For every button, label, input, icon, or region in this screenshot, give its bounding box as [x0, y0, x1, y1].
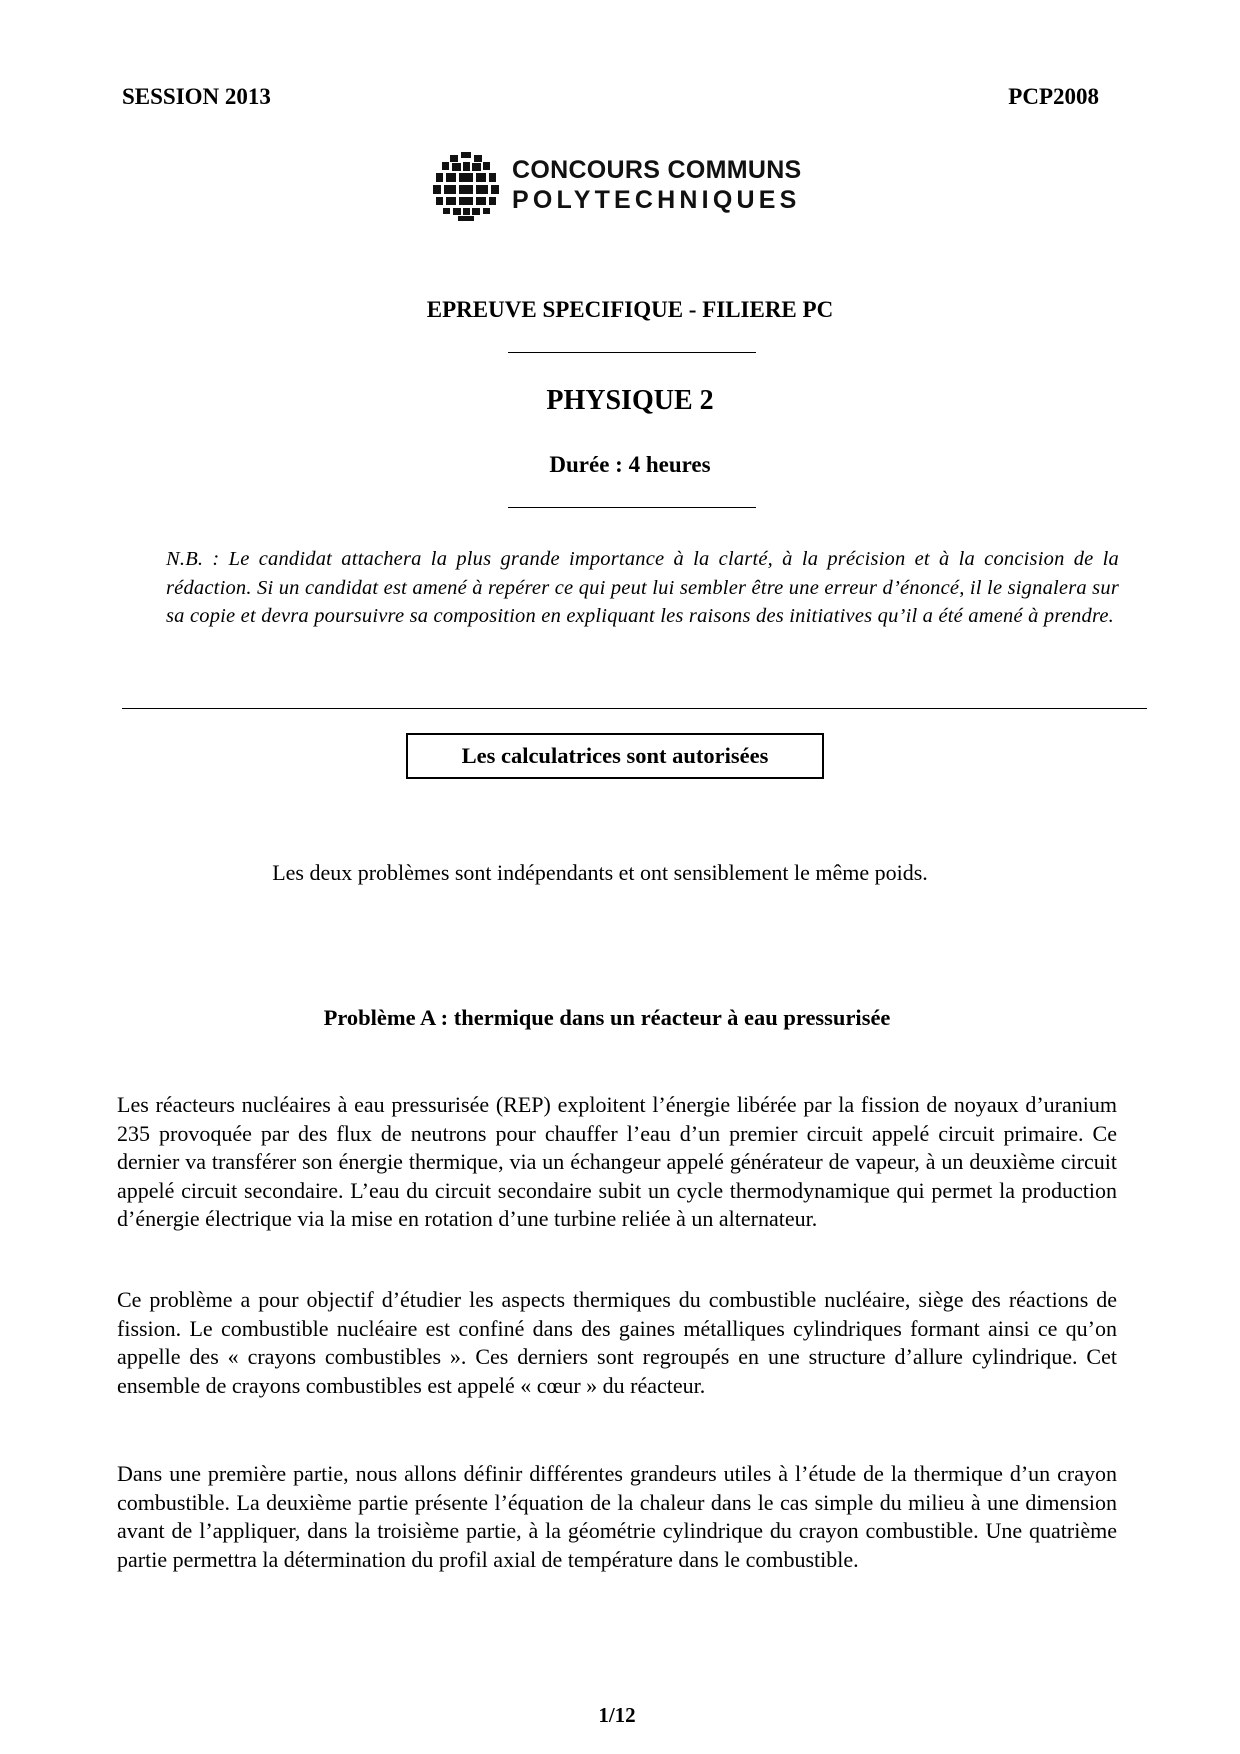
session-label: SESSION 2013 — [122, 84, 271, 109]
logo-globe-icon — [430, 150, 502, 222]
calculators-notice: Les calculatrices sont autorisées — [406, 733, 824, 779]
paragraph: Ce problème a pour objectif d’étudier les aspects thermiques du combustible nucléaire, siège des réactions de fission. Le combustible nucléaire est confiné dans des gaines métalliques cylindriques formant ainsi ce qu’on appelle des « crayons combustibles ». Ces derniers sont regroupés en une structure d’allure cylindrique. Cet ensemble de crayons combustibles est appelé « cœur » du réacteur. — [117, 1287, 1117, 1398]
problems-intro: Les deux problèmes sont indépendants et ont sensiblement le même poids. — [272, 860, 928, 885]
problem-a-title: Problème A : thermique dans un réacteur à eau pressurisée — [323, 1005, 891, 1030]
logo-text-line1: CONCOURS COMMUNS — [512, 156, 802, 184]
epreuve-title: EPREUVE SPECIFIQUE - FILIERE PC — [426, 297, 834, 322]
section-divider — [122, 708, 1147, 709]
exam-code: PCP2008 — [1008, 84, 1099, 109]
paragraph: Dans une première partie, nous allons définir différentes grandeurs utiles à l’étude de la thermique d’un crayon combustible. La deuxième partie présente l’équation de la chaleur dans le cas simple du milieu à une dimension avant de l’appliquer, dans la troisième partie, à la géométrie cylindrique du crayon combustible. Une quatrième partie permettra la détermination du profil axial de température dans le combustible. — [117, 1461, 1117, 1572]
nb-instructions: N.B. : Le candidat attachera la plus grande importance à la clarté, à la précision et à la concision de la rédaction. Si un candidat est amené à repérer ce qui peut lui sembler être une erreur d’énoncé, il le signalera sur sa copie et devra poursuivre sa composition en expliquant les raisons des initiatives qu’il a été amené à prendre. — [166, 548, 1119, 627]
subject-title: PHYSIQUE 2 — [546, 385, 714, 416]
logo — [430, 150, 830, 222]
exam-duration: Durée : 4 heures — [549, 452, 711, 477]
paragraph: Les réacteurs nucléaires à eau pressurisée (REP) exploitent l’énergie libérée par la fission de noyaux d’uranium 235 provoquée par des flux de neutrons pour chauffer l’eau d’un premier circuit appelé circuit primaire. Ce dernier va transférer son énergie thermique, via un échangeur appelé générateur de vapeur, à un deuxième circuit appelé circuit secondaire. L’eau du circuit secondaire subit un cycle thermodynamique qui permet la production d’énergie électrique via la mise en rotation d’une turbine reliée à un alternateur. — [117, 1092, 1117, 1232]
divider — [508, 507, 756, 508]
divider — [508, 352, 756, 353]
page-number: 1/12 — [598, 1703, 636, 1727]
logo-text-line2: POLYTECHNIQUES — [512, 186, 801, 214]
